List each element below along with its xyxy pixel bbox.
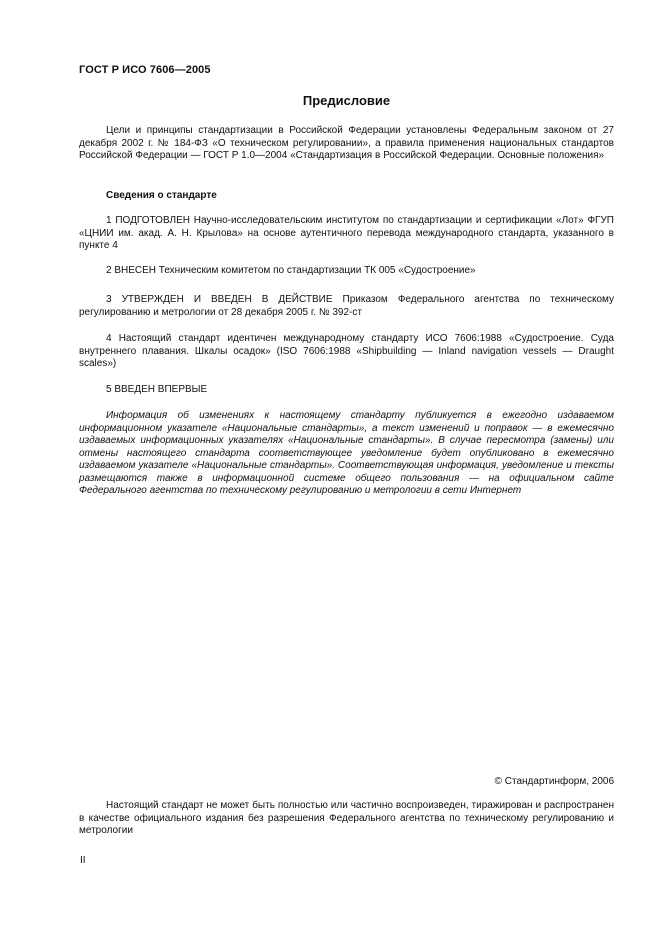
about-standard-heading: Сведения о стандарте	[106, 190, 217, 201]
standard-info-item-1: 1 ПОДГОТОВЛЕН Научно-исследовательским институтом по стандартизации и сертификации «Лот» ФГУП «ЦНИИ им. акад. А. Н. Крылова» на основе аутентичного перевода международного стандарта, указанного в пункте 4	[79, 215, 614, 251]
standard-info-item-5: 5 ВВЕДЕН ВПЕРВЫЕ	[106, 384, 208, 395]
copyright-notice: © Стандартинформ, 2006	[494, 776, 614, 787]
standard-info-item-2: 2 ВНЕСЕН Техническим комитетом по стандартизации ТК 005 «Судостроение»	[106, 265, 476, 276]
foreword-intro-paragraph: Цели и принципы стандартизации в Российской Федерации установлены Федеральным законом от 27 декабря 2002 г. № 184-ФЗ «О техническом регулировании», а правила применения национальных стандартов Российской Федерации — ГОСТ Р 1.0—2004 «Стандартизация в Российской Федерации. Основные положения»	[79, 125, 614, 161]
document-code: ГОСТ Р ИСО 7606—2005	[79, 64, 211, 76]
changes-notice-paragraph: Информация об изменениях к настоящему стандарту публикуется в ежегодно издаваемом информационном указателе «Национальные стандарты», а текст изменений и поправок — в ежемесячно издаваемых информационных указателях «Национальные стандарты». В случае пересмотра (замены) или отмены настоящего стандарта соответствующее уведомление будет опубликовано в ежемесячно издаваемом указателе «Национальные стандарты». Соответствующая информация, уведомление и тексты размещаются также в информационной системе общего пользования — на официальном сайте Федерального агентства по техническому регулированию и метрологии в сети Интернет	[79, 410, 614, 496]
reproduction-notice-paragraph: Настоящий стандарт не может быть полностью или частично воспроизведен, тиражирован и распространен в качестве официального издания без разрешения Федерального агентства по техническому регулированию и метрологии	[79, 800, 614, 836]
standard-info-item-3: 3 УТВЕРЖДЕН И ВВЕДЕН В ДЕЙСТВИЕ Приказом Федерального агентства по техническому регулированию и метрологии от 28 декабря 2005 г. № 392-ст	[79, 294, 614, 318]
foreword-title: Предисловие	[302, 93, 391, 108]
standard-info-item-4: 4 Настоящий стандарт идентичен международному стандарту ИСО 7606:1988 «Судостроение. Суда внутреннего плавания. Шкалы осадок» (ISO 7606:1988 «Shipbuilding — Inland navigation vessels — Draught scales»)	[79, 333, 614, 369]
page-number: II	[80, 855, 86, 866]
